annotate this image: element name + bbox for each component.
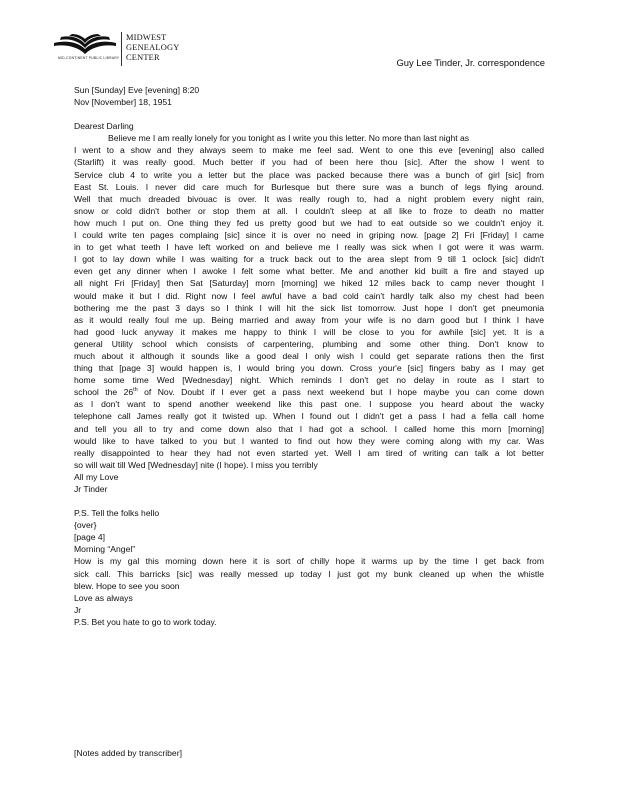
- library-logo: [52, 30, 212, 70]
- open-book-icon: [52, 34, 118, 56]
- body-line: as it would really foul me up. Being married and away from your wife is no darn good but I think I have: [74, 314, 544, 325]
- body-line: in to get what teeth I have left worked on and believe me I really was sick when I got were it was warm.: [74, 242, 544, 253]
- body-line: Service club 4 to write you a letter but the place was packed because there was a bunch of girl [sic] from: [74, 169, 544, 180]
- body-line: snow or cold didn't bother or stop them at all. I couldn't sleep at all like to froze to death no matter: [74, 205, 544, 216]
- body-line: telephone call James really got it twisted up. When I found out I didn't get a pass I had a fella call home: [74, 411, 544, 422]
- body-line: so will wait till Wed [Wednesday] nite (I hope). I miss you terribly: [74, 459, 318, 470]
- body-line: much about it although it sounds like a good deal I only wish I could get separate rations then the first: [74, 350, 544, 361]
- page4-line: sick call. This barricks [sic] was really messed up today I just got my bunk cleaned up when the whistle: [74, 568, 544, 579]
- logo-line-2: GENEALOGY: [126, 43, 180, 52]
- logo-line-1: MIDWEST: [126, 33, 167, 42]
- second-closing: Love as always: [74, 592, 133, 603]
- second-signature: Jr: [74, 604, 82, 615]
- over-note: {over}: [74, 520, 97, 531]
- logo-wordmark: [126, 33, 179, 63]
- body-line: would make it but I did. Right now I feel awful have a bad cold cain't hardly talk also my chest had been: [74, 290, 544, 301]
- body-line-superscript: school the 26th of Nov. Doubt if I ever get a pass next weekend but I hope maybe you can come down: [74, 387, 544, 398]
- body-line: home some time Wed [Wednesday] night. Which reminds I don't get no delay in route as I start to: [74, 375, 544, 386]
- postscript-2: P.S. Bet you hate to go to work today.: [74, 616, 217, 627]
- page4-line: blew. Hope to see you soon: [74, 580, 180, 591]
- postscript-1: P.S. Tell the folks hello: [74, 508, 160, 519]
- body-line: as I don't want to spend another weekend like this past one. I suppose you heard about the wacky: [74, 399, 544, 410]
- body-line: Believe me I am really lonely for you tonight as I write you this letter. No more than last night as: [108, 133, 470, 144]
- body-line: general Utility school which consists of carpentering, plumbing and some other thing. Don't know to: [74, 338, 544, 349]
- body-line: would like to have talked to you but I wanted to find out how they were coming along with my car. Was: [74, 435, 544, 446]
- logo-divider: [121, 32, 122, 66]
- body-line: I got to lay down while I was waiting for a truck back out to the area slept from 9 till 1 oclock [sic] didn't: [74, 254, 544, 265]
- body-line: I went to a show and they always seem to make me feel sad. Went to one this eve [evening] also called: [74, 145, 544, 156]
- body-line: East St. Louis. I never did care much for Burlesque but there sure was a bunch of legs flying around.: [74, 181, 544, 192]
- logo-subtext: MID-CONTINENT PUBLIC LIBRARY: [58, 56, 120, 60]
- body-line: really disappointed to hear they had not even started yet. Well I am tired of writing can talk a lot better: [74, 447, 544, 458]
- letter-date-line-2: Nov [November] 18, 1951: [74, 97, 172, 108]
- letter-closing: All my Love: [74, 471, 119, 482]
- body-line: thing that [page 3] would happen is, I would bring you down. Cross your'e [sic] fingers baby as I may get: [74, 363, 544, 374]
- body-line: bothering me the past 3 days so I think I will hit the sick list tomorrow. Just hope I don't get pneumonia: [74, 302, 544, 313]
- ordinal-suffix: th: [133, 387, 138, 394]
- letter-date-line-1: Sun [Sunday] Eve [evening] 8:20: [74, 85, 200, 95]
- logo-line-3: CENTER: [126, 53, 160, 62]
- page4-line: How is my gal this morning down here it is sort of chilly hope it warms up by the time I get back from: [74, 556, 544, 567]
- transcriber-note: [Notes added by transcriber]: [74, 748, 182, 758]
- morning-greeting: Morning “Angel”: [74, 544, 136, 555]
- body-line: even get any dinner when I awoke I felt some what better. Me and another kid built a fire and stayed up: [74, 266, 544, 277]
- body-line: I could write ten pages complaing [sic] since it is over no need in griping now. [page 2] Fri [Friday] I came: [74, 230, 544, 241]
- collection-title: Guy Lee Tinder, Jr. correspondence: [396, 57, 545, 68]
- body-line: all night Fri [Friday] then Sat [Saturday] morn [morning] we hiked 12 miles back to camp never thought I: [74, 278, 544, 289]
- letter-salutation: Dearest Darling: [74, 121, 134, 132]
- letter-transcript: [74, 84, 544, 628]
- page-4-marker: [page 4]: [74, 532, 106, 543]
- body-line: and tell you all to try and come down also that I had got a school. I called home this morn [morning]: [74, 423, 544, 434]
- body-line: Well that much dreaded bivouac is over. It was really rough to, had a night problem every night rain,: [74, 193, 544, 204]
- body-line: (Starlift) it was really good. Much better if you had of been here thou [sic]. After the show I went to: [74, 157, 544, 168]
- body-line: had good luck anyway it makes me happy to think I will be close to you for awhile [sic] yet. It is a: [74, 326, 544, 337]
- body-line: how much I put on. One thing they fed us pretty good but we had to eat outside so we couldn't enjoy it.: [74, 217, 544, 228]
- letter-signature: Jr Tinder: [74, 484, 108, 494]
